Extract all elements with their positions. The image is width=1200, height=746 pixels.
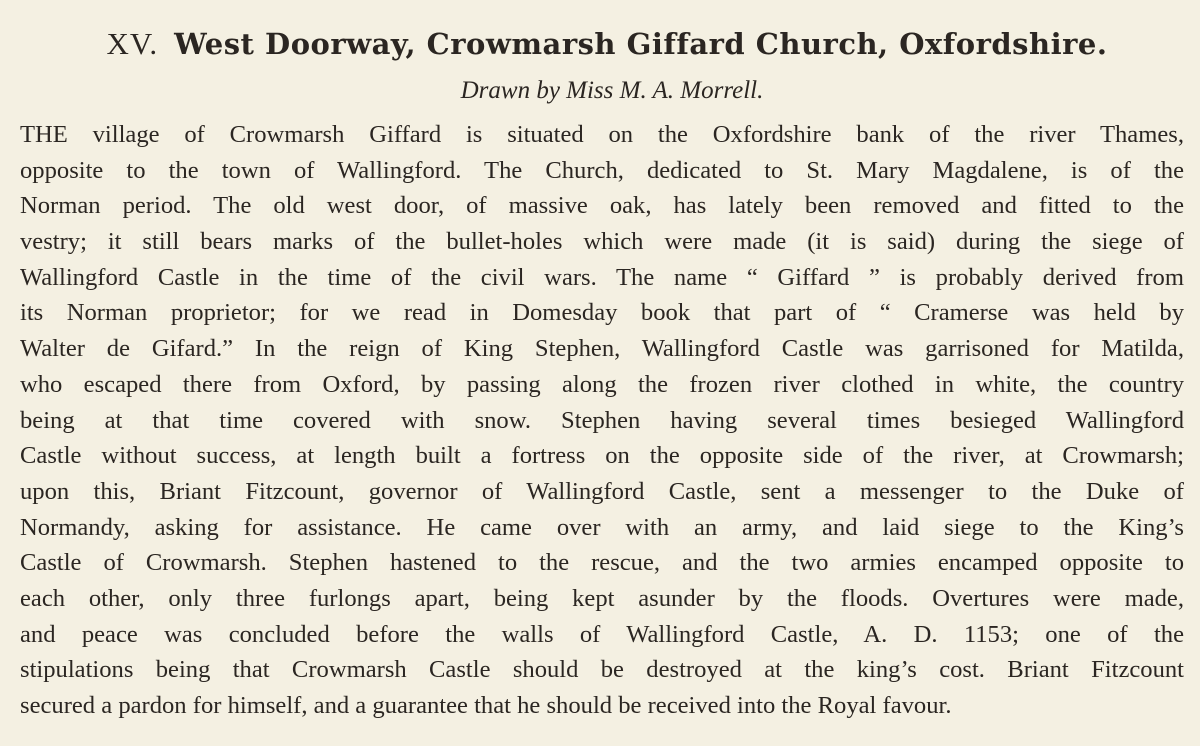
text-line: Castle of Crowmarsh. Stephen hastened to the rescue, and the two armies encamped opposite to: [20, 549, 1184, 577]
text-line: Wallingford Castle in the time of the civil wars. The name “ Giffard ” is probably derived from: [20, 263, 1184, 291]
body-text: [20, 117, 1184, 724]
plate-title: West Doorway, Crowmarsh Giffard Church, Oxfordshire.: [174, 27, 1108, 61]
text-line: upon this, Briant Fitzcount, governor of Wallingford Castle, sent a messenger to the Duke of: [20, 477, 1184, 505]
text-line: being at that time covered with snow. Stephen having several times besieged Wallingford: [20, 406, 1184, 434]
text-line: Norman period. The old west door, of massive oak, has lately been removed and fitted to the: [20, 192, 1184, 220]
text-line: Walter de Gifard.” In the reign of King Stephen, Wallingford Castle was garrisoned for Matilda,: [20, 335, 1184, 363]
text-line: and peace was concluded before the walls of Wallingford Castle, A. D. 1153; one of the: [20, 620, 1184, 648]
drawing-credit: Drawn by Miss M. A. Morrell.: [460, 77, 764, 104]
plate-number: XV.: [106, 26, 159, 61]
text-line: each other, only three furlongs apart, being kept asunder by the floods. Overtures were made,: [20, 584, 1184, 612]
text-line: Castle without success, at length built a fortress on the opposite side of the river, at Crowmarsh;: [20, 442, 1184, 470]
text-line: opposite to the town of Wallingford. The Church, dedicated to St. Mary Magdalene, is of the: [20, 156, 1184, 184]
text-line: secured a pardon for himself, and a guarantee that he should be received into the Royal favour.: [20, 692, 952, 719]
text-line: THE village of Crowmarsh Giffard is situated on the Oxfordshire bank of the river Thames,: [20, 121, 1184, 148]
text-line: stipulations being that Crowmarsh Castle should be destroyed at the king’s cost. Briant Fitzcount: [20, 656, 1184, 684]
text-line: who escaped there from Oxford, by passing along the frozen river clothed in white, the country: [20, 370, 1184, 398]
plate-heading: [30, 24, 1184, 64]
text-line: Normandy, asking for assistance. He came over with an army, and laid siege to the King’s: [20, 513, 1184, 541]
text-line: vestry; it still bears marks of the bullet-holes which were made (it is said) during the siege of: [20, 228, 1184, 256]
text-line: its Norman proprietor; for we read in Domesday book that part of “ Cramerse was held by: [20, 299, 1184, 327]
